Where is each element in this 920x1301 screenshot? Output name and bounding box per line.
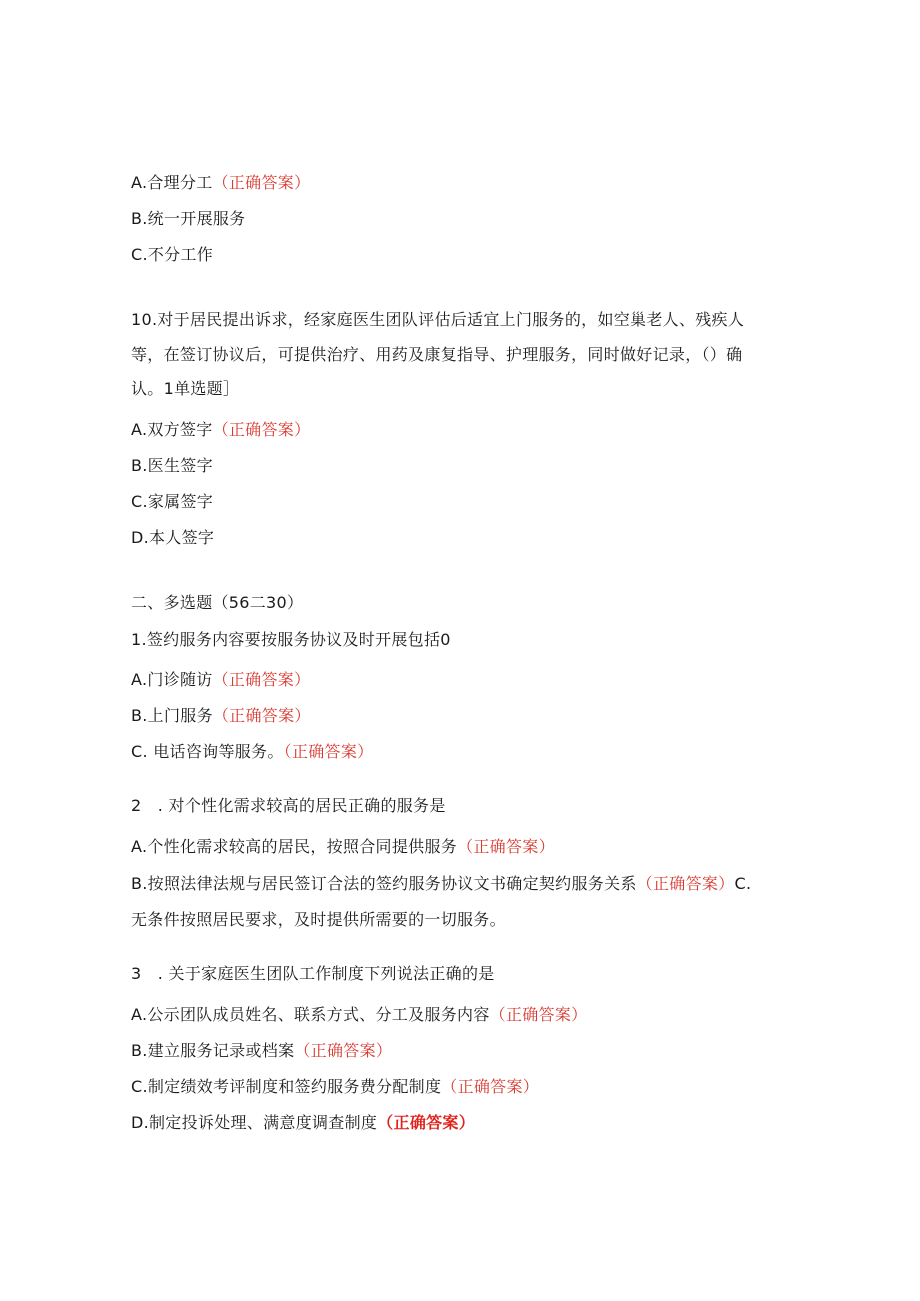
correct-answer-tag: （正确答案） (212, 706, 311, 725)
option-text: C.不分工作 (131, 245, 214, 264)
m3-option-b (131, 1041, 392, 1061)
correct-answer-tag: （正确答案） (457, 837, 555, 856)
option-text: B.建立服务记录或档案 (131, 1041, 295, 1060)
correct-answer-tag: （正确答案） (283, 742, 374, 761)
m3-option-d (131, 1113, 475, 1133)
q10-stem-line-2: 等，在签订协议后，可提供治疗、用药及康复指导、护理服务，同时做好记录，（）确 (131, 345, 743, 364)
option-text: A.公示团队成员姓名、联系方式、分工及服务内容 (131, 1005, 490, 1024)
option-text: B.统一开展服务 (131, 209, 246, 228)
correct-answer-tag: （正确答案） (636, 874, 735, 893)
q10-option-a (131, 420, 310, 440)
correct-answer-tag: （正确答案） (441, 1077, 540, 1096)
m3-option-a (131, 1005, 587, 1025)
section-heading: 二、多选题（56二30） (131, 593, 304, 612)
option-text: C.制定绩效考评制度和签约服务费分配制度 (131, 1077, 442, 1096)
correct-answer-tag: （正确答案） (377, 1113, 476, 1132)
m2-stem: 2 . 对个性化需求较高的居民正确的服务是 (131, 796, 446, 815)
q9-option-c (131, 245, 213, 265)
m2-option-b (131, 874, 751, 894)
q9-option-a (131, 173, 310, 193)
m1-stem: 1.签约服务内容要按服务协议及时开展包括0 (131, 630, 451, 649)
m3-stem: 3 . 关于家庭医生团队工作制度下列说法正确的是 (131, 964, 495, 983)
correct-answer-tag: （正确答案） (212, 670, 311, 689)
option-c-label: C. (734, 874, 752, 893)
m1-option-a (131, 670, 310, 690)
q10-option-d (131, 528, 214, 548)
q10-stem-line-3: 认。1单选题］ (131, 379, 240, 398)
option-text: A.合理分工 (131, 173, 213, 192)
option-text: B.医生签字 (131, 456, 213, 475)
option-text: A.个性化需求较高的居民，按照合同提供服务 (131, 837, 458, 856)
q10-option-c (131, 492, 213, 512)
correct-answer-tag: （正确答案） (489, 1005, 588, 1024)
q10-stem-line-1: 10.对于居民提出诉求，经家庭医生团队评估后适宜上门服务的，如空巢老人、残疾人 (131, 310, 745, 329)
option-text: D.本人签字 (131, 528, 215, 547)
option-text: B.按照法律法规与居民签订合法的签约服务协议文书确定契约服务关系 (131, 874, 637, 893)
q9-option-b (131, 209, 245, 229)
option-text: B.上门服务 (131, 706, 213, 725)
m2-option-c: 无条件按照居民要求，及时提供所需要的一切服务。 (131, 910, 506, 929)
option-text: C.家属签字 (131, 492, 214, 511)
m1-option-c (131, 742, 373, 762)
correct-answer-tag: （正确答案） (212, 420, 311, 439)
m3-option-c (131, 1077, 539, 1097)
m1-option-b (131, 706, 311, 726)
correct-answer-tag: （正确答案） (212, 173, 311, 192)
q10-option-b (131, 456, 213, 476)
correct-answer-tag: （正确答案） (294, 1041, 393, 1060)
option-text: A.双方签字 (131, 420, 213, 439)
m2-option-a (131, 837, 555, 857)
option-text: D.制定投诉处理、满意度调查制度 (131, 1113, 378, 1132)
option-text: A.门诊随访 (131, 670, 213, 689)
option-text: C. 电话咨询等服务。 (131, 742, 284, 761)
